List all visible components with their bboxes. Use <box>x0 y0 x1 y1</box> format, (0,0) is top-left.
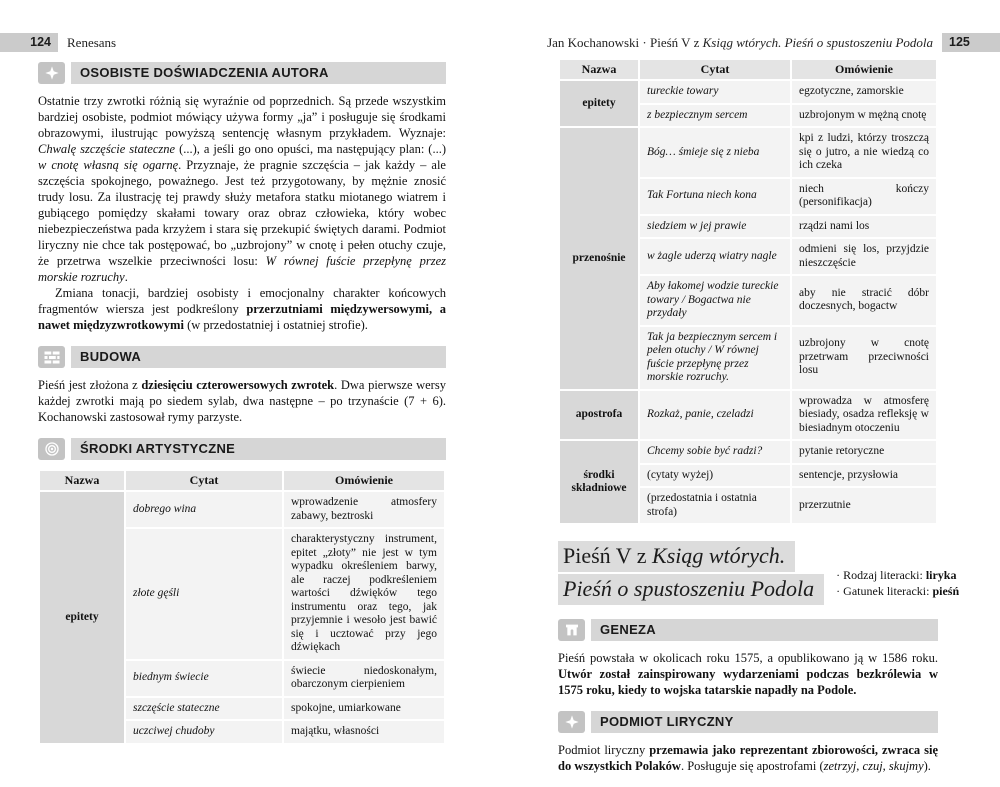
table-column-header: Nazwa <box>40 471 124 490</box>
table-column-header: Cytat <box>126 471 282 490</box>
quote-cell: Aby łakomej wodzie tureckie towary / Bogactwa nie przydały <box>640 276 790 325</box>
explanation-cell: przerzutnie <box>792 488 936 523</box>
table-row <box>560 81 936 103</box>
explanation-cell: pytanie retoryczne <box>792 441 936 463</box>
quote-cell: Tak Fortuna niech kona <box>640 179 790 214</box>
paragraph: Podmiot liryczny przemawia jako reprezentant zbiorowości, zwraca się do wszystkich Polaków. Posługuje się apostrofami (zetrzyj, czuj, skujmy). <box>558 743 939 773</box>
section-header <box>38 438 446 460</box>
quote-cell: Rozkaż, panie, czeladzi <box>640 391 790 440</box>
section-header <box>558 711 938 733</box>
section-header <box>38 62 446 84</box>
poem-title-block <box>558 541 960 607</box>
section-budowa <box>38 346 446 425</box>
quote-cell: biednym świecie <box>126 661 282 696</box>
building-icon <box>558 619 585 641</box>
devices-table <box>558 58 938 525</box>
quote-cell: szczęście stateczne <box>126 698 282 720</box>
table-row <box>40 492 444 527</box>
quote-cell: uczciwej chudoby <box>126 721 282 743</box>
paragraph: Ostatnie trzy zwrotki różnią się wyraźnie od poprzednich. Są przede wszystkim bardziej osobiste, podmiot mówiący używa formy „ja” i posługuje się środkami obrazowymi, ilustrując powyższą sentencję własnym przykładem. Wyznaje: Chwalę szczęście stateczne (...), a jeśli go ono opuści, ma następujący plan: (...) w cnotę własną się ogarnę. Przyznaje, że pragnie szczęścia – jak każdy – ale szczęścia spokojnego, poważnego. Jest też przygotowany, by mężnie znosić trudy losu. Za ilustrację tej prawdy służy metafora statku miotanego wiatrem i gubiącego pomiędzy skałami towary oraz obraz człowieka, który wobec niebezpieczeństwa pada krzyżem i stara się przekupić świętych darami. Podmiot liryczny nie chce tak postępować, bo „uzbrojony” w cnotę i pełen otuchy czuje, że przetrwa wszelkie przeciwności losu: W równej fuście przepłynę przez morskie rozruchy. <box>38 94 447 284</box>
quote-cell: Chcemy sobie być radzi? <box>640 441 790 463</box>
table-row <box>560 441 936 463</box>
devices-table <box>38 469 446 745</box>
device-name-cell: epitety <box>40 492 124 743</box>
running-head-right: Jan Kochanowski · Pieśń V z Ksiąg wtórych. Pieśń o spustoszeniu Podola <box>547 35 933 50</box>
explanation-cell: odmieni się los, przyjdzie nieszczęście <box>792 239 936 274</box>
table-column-header: Omówienie <box>792 60 936 79</box>
artistic-devices-table-left <box>38 469 446 745</box>
quote-cell: Bóg… śmieje się z nieba <box>640 128 790 177</box>
quote-cell: siedziem w jej prawie <box>640 216 790 238</box>
explanation-cell: świecie niedoskonałym, obarczonym cierpieniem <box>284 661 444 696</box>
explanation-cell: rządzi nami los <box>792 216 936 238</box>
section-header <box>38 346 446 368</box>
meta-gatunek: · Gatunek literacki: pieśń <box>836 584 960 598</box>
explanation-cell: kpi z ludzi, którzy troszczą się o jutro, a nie wiedzą co ich czeka <box>792 128 936 177</box>
table-row <box>560 128 936 177</box>
section-srodki-artystyczne <box>38 438 446 745</box>
section-title: PODMIOT LIRYCZNY <box>591 711 938 733</box>
star-icon <box>558 711 585 733</box>
explanation-cell: uzbrojony w cnotę przetrwam przeciwności losu <box>792 327 936 389</box>
quote-cell: (cytaty wyżej) <box>640 465 790 487</box>
meta-rodzaj: · Rodzaj literacki: liryka <box>836 568 957 582</box>
target-icon <box>38 438 65 460</box>
quote-cell: dobrego wina <box>126 492 282 527</box>
poem-title-line-2: Pieśń o spustoszeniu Podola <box>558 574 824 605</box>
table-row <box>560 391 936 440</box>
section-title: ŚRODKI ARTYSTYCZNE <box>71 438 446 460</box>
explanation-cell: niech kończy (personifikacja) <box>792 179 936 214</box>
explanation-cell: aby nie stracić dóbr doczesnych, bogactw <box>792 276 936 325</box>
paragraph: Zmiana tonacji, bardziej osobisty i emocjonalny charakter końcowych fragmentów wiersza jest podkreślony przerzutniami międzywersowymi, a nawet międzyzwrotkowymi (w przedostatniej i ostatniej strofie). <box>38 286 446 332</box>
table-column-header: Cytat <box>640 60 790 79</box>
explanation-cell: spokojne, umiarkowane <box>284 698 444 720</box>
page-right <box>558 58 960 787</box>
table-column-header: Nazwa <box>560 60 638 79</box>
paragraph: Pieśń jest złożona z dziesięciu czterowersowych zwrotek. Dwa pierwsze wersy każdej zwrotki mają po siedem sylab, dwa następne – po trzynaście (7 + 6). Kochanowski zastosował rymy parzyste. <box>38 378 446 424</box>
artistic-devices-table-right <box>558 58 938 525</box>
page-left <box>38 62 446 758</box>
poem-meta <box>836 541 959 607</box>
star-icon <box>38 62 65 84</box>
page-number-right: 125 <box>942 33 1000 52</box>
page-number-left: 124 <box>0 33 58 52</box>
device-name-cell: środki składniowe <box>560 441 638 523</box>
section-geneza <box>558 619 938 698</box>
explanation-cell: uzbrojonym w mężną cnotę <box>792 105 936 127</box>
paragraph: Pieśń powstała w okolicach roku 1575, a opublikowano ją w 1586 roku. Utwór został zainspirowany wydarzeniami podczas bezkrólewia w 1575 roku, kiedy to wojska tatarskie napadły na Podole. <box>558 651 938 697</box>
device-name-cell: przenośnie <box>560 128 638 389</box>
section-title: GENEZA <box>591 619 938 641</box>
device-name-cell: apostrofa <box>560 391 638 440</box>
quote-cell: tureckie towary <box>640 81 790 103</box>
poem-title <box>558 541 824 607</box>
quote-cell: Tak ja bezpiecznym sercem i pełen otuchy / W równej fuście przepłynę przez morskie rozruchy. <box>640 327 790 389</box>
explanation-cell: sentencje, przysłowia <box>792 465 936 487</box>
section-title: OSOBISTE DOŚWIADCZENIA AUTORA <box>71 62 446 84</box>
poem-title-line-1: Pieśń V z Ksiąg wtórych. <box>558 541 795 572</box>
explanation-cell: majątku, własności <box>284 721 444 743</box>
explanation-cell: charakterystyczny instrument, epitet „złoty” nie jest w tym wypadku określeniem barwy, ale raczej podkreśleniem wartości dźwięków tego instrumentu oraz tego, jak przyjemnie i wesoło jest bawić się i ucztować przy jego dźwiękach <box>284 529 444 659</box>
bricks-icon <box>38 346 65 368</box>
section-podmiot-liryczny <box>558 711 938 774</box>
device-name-cell: epitety <box>560 81 638 126</box>
running-head-left: Renesans <box>67 35 117 50</box>
quote-cell: złote gęśli <box>126 529 282 659</box>
table-column-header: Omówienie <box>284 471 444 490</box>
explanation-cell: wprowadzenie atmosfery zabawy, beztroski <box>284 492 444 527</box>
quote-cell: w żagle uderzą wiatry nagle <box>640 239 790 274</box>
section-title: BUDOWA <box>71 346 446 368</box>
explanation-cell: egzotyczne, zamorskie <box>792 81 936 103</box>
explanation-cell: wprowadza w atmosferę biesiady, osadza refleksję w biesiadnym otoczeniu <box>792 391 936 440</box>
section-osobiste <box>38 62 446 333</box>
section-header <box>558 619 938 641</box>
quote-cell: (przedostatnia i ostatnia strofa) <box>640 488 790 523</box>
quote-cell: z bezpiecznym sercem <box>640 105 790 127</box>
